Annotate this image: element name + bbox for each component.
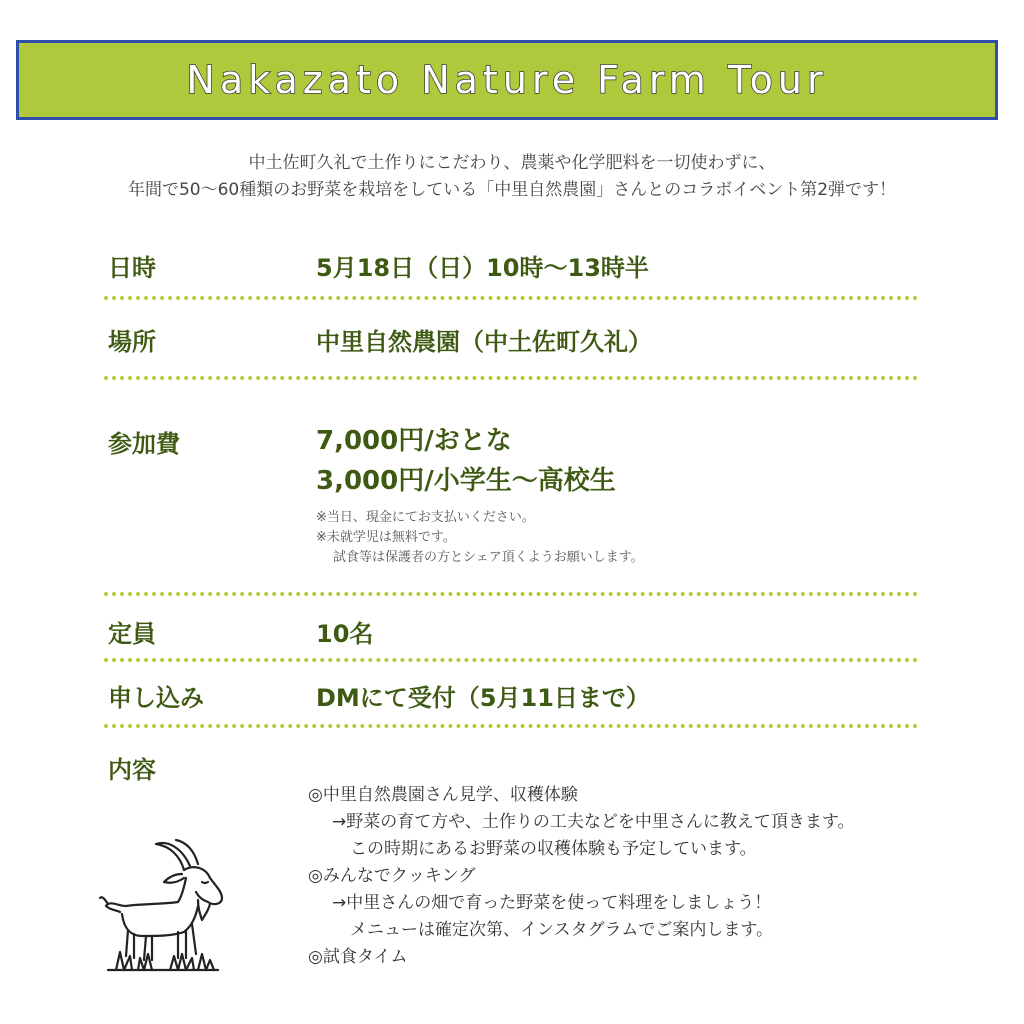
intro-line: 中土佐町久礼で土作りにこだわり、農薬や化学肥料を一切使わずに、	[248, 153, 776, 173]
apply-label: 申し込み	[108, 684, 204, 712]
dotted-divider	[104, 724, 918, 728]
content-label: 内容	[108, 756, 156, 784]
content-line: ◎中里自然農園さん見学、収穫体験	[308, 785, 578, 805]
content-line: →野菜の育て方や、土作りの工夫などを中里さんに教えて頂きます。	[332, 812, 855, 832]
fee-note: ※当日、現金にてお支払いください。	[316, 510, 535, 525]
content-line: ◎試食タイム	[308, 947, 408, 967]
datetime-value: 5月18日（日）10時〜13時半	[316, 254, 649, 282]
place-value: 中里自然農園（中土佐町久礼）	[316, 328, 652, 356]
fee-notes	[316, 508, 644, 568]
dotted-divider	[104, 376, 918, 380]
intro-text	[0, 150, 1024, 204]
fee-label: 参加費	[108, 430, 180, 458]
fee-note: 試食等は保護者の方とシェア頂くようお願いします。	[320, 550, 644, 565]
dotted-divider	[104, 658, 918, 662]
title-banner	[16, 40, 998, 120]
page-title: Nakazato Nature Farm Tour	[186, 58, 828, 102]
fee-note: ※未就学児は無料です。	[316, 530, 456, 545]
content-line: メニューは確定次第、インスタグラムでご案内します。	[350, 920, 773, 940]
apply-value: DMにて受付（5月11日まで）	[316, 684, 650, 712]
capacity-label: 定員	[108, 620, 156, 648]
content-line: ◎みんなでクッキング	[308, 866, 476, 886]
goat-icon	[98, 826, 248, 976]
datetime-label: 日時	[108, 254, 156, 282]
content-list	[308, 782, 855, 971]
place-label: 場所	[108, 328, 156, 356]
content-line: →中里さんの畑で育った野菜を使って料理をしましょう！	[332, 893, 772, 913]
dotted-divider	[104, 592, 918, 596]
dotted-divider	[104, 296, 918, 300]
capacity-value: 10名	[316, 620, 374, 648]
fee-adult: 7,000円/おとな	[316, 426, 512, 456]
fee-student: 3,000円/小学生〜高校生	[316, 466, 616, 496]
intro-line: 年間で50〜60種類のお野菜を栽培をしている「中里自然農園」さんとのコラボイベント第2弾です！	[127, 180, 897, 200]
content-line: この時期にあるお野菜の収穫体験も予定しています。	[350, 839, 757, 859]
